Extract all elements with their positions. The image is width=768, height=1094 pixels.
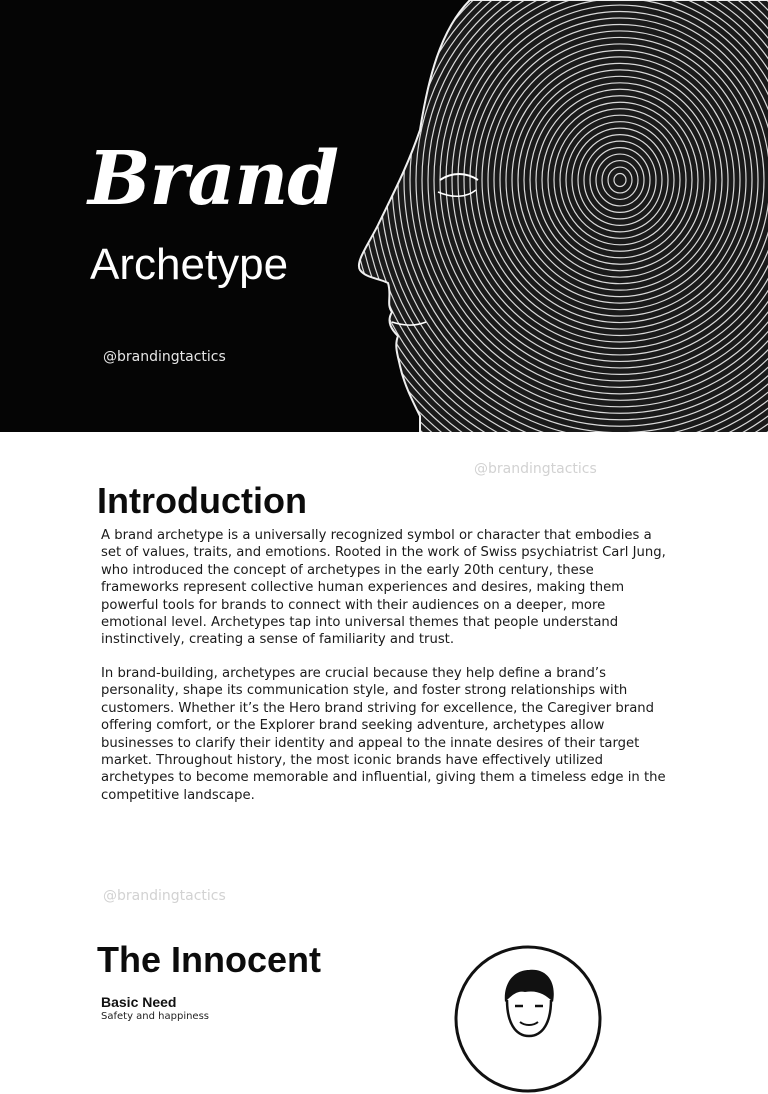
hero-handle: @brandingtactics (103, 349, 226, 365)
watermark: @brandingtactics (474, 461, 597, 477)
basic-need-label: Basic Need (101, 994, 177, 1010)
hero-banner (0, 0, 768, 432)
introduction-paragraph: A brand archetype is a universally recognized symbol or character that embodies a set of values, traits, and emotions. Rooted in the work of Swiss psychiatrist Carl Jung, who introduced the concept of archetypes in the early 20th century, these frameworks represent collective human experiences and desires, making them powerful tools for brands to connect with their audiences on a deeper, more emotional level. Archetypes tap into universal themes that people understand instinctively, creating a sense of familiarity and trust. (101, 528, 666, 648)
introduction-heading: Introduction (97, 480, 307, 521)
hero-subtitle: Archetype (90, 240, 289, 289)
introduction-paragraph: In brand-building, archetypes are crucial because they help define a brand’s personality, shape its communication style, and foster strong relationships with customers. Whether it’s the Hero brand striving for excellence, the Caregiver brand offering comfort, or the Explorer brand seeking adventure, archetypes allow businesses to clarify their identity and appeal to the innate desires of their target market. Throughout history, the most iconic brands have effectively utilized archetypes to become memorable and influential, giving them a timeless edge in the competitive landscape. (101, 666, 666, 803)
smiling-boy-icon (453, 944, 603, 1094)
innocent-heading: The Innocent (97, 939, 321, 980)
watermark: @brandingtactics (103, 888, 226, 904)
hero-title: Brand (88, 136, 339, 222)
basic-need-value: Safety and happiness (101, 1011, 210, 1022)
